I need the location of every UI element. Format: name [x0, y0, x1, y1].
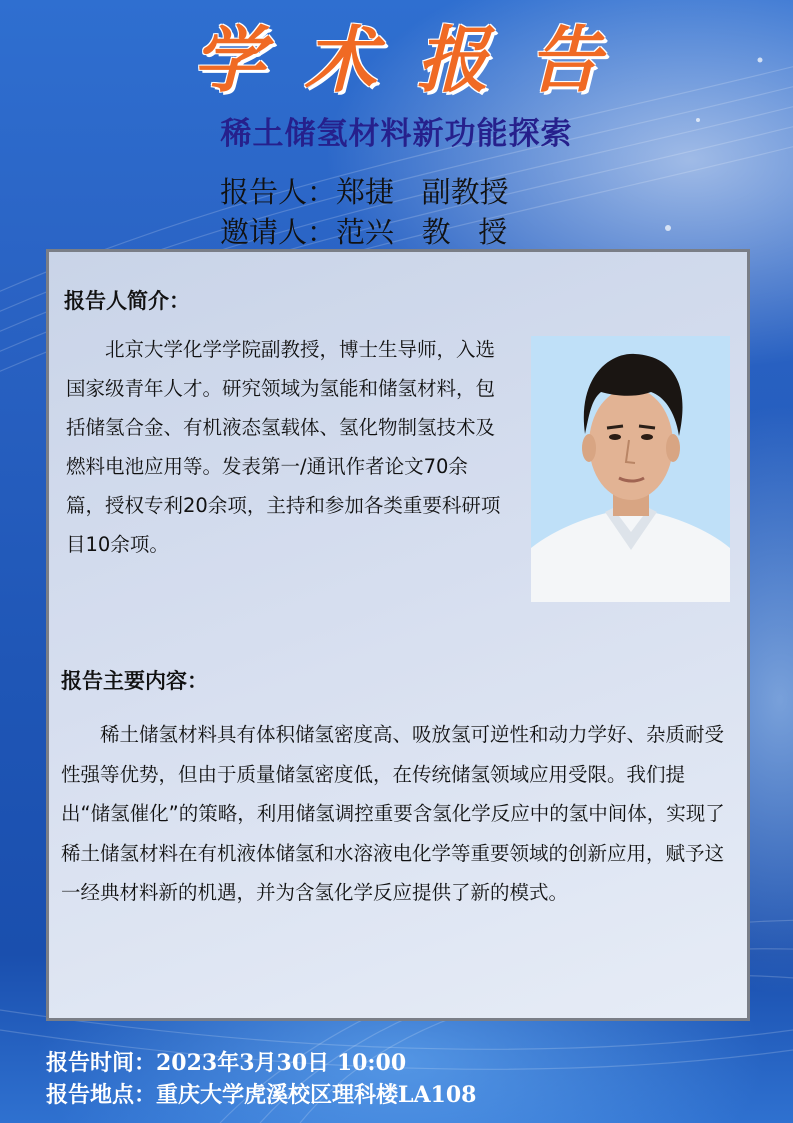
content-text: 稀土储氢材料具有体积储氢密度高、吸放氢可逆性和动力学好、杂质耐受性强等优势，但由于质量储氢密度低，在传统储氢领域应用受限。我们提出“储氢催化”的策略，利用储氢调控重要含氢化学反应中的氢中间体，实现了稀土储氢材料在有机液体储氢和水溶液电化学等重要领域的创新应用，赋予这一经典材料新的机遇，并为含氢化学反应提供了新的模式。 [61, 723, 725, 905]
page-title [0, 8, 793, 100]
content-heading: 报告主要内容： [61, 669, 208, 693]
title-char: 告 [528, 17, 601, 102]
title-char: 学 [192, 17, 265, 102]
bio-heading: 报告人简介： [64, 289, 190, 313]
title-char: 术 [304, 17, 377, 102]
speaker-photo [531, 336, 730, 602]
report-location: 报告地点：重庆大学虎溪校区理科楼LA108 [46, 1082, 477, 1108]
info-panel [46, 249, 750, 1021]
report-subtitle: 稀土储氢材料新功能探索 [220, 116, 573, 152]
title-char: 报 [416, 17, 489, 102]
inviter-line: 邀请人：范兴 教 授 [220, 215, 508, 249]
speaker-line: 报告人：郑捷 副教授 [220, 175, 509, 209]
report-time: 报告时间：2023年3月30日 10:00 [46, 1050, 407, 1076]
bio-text: 北京大学化学学院副教授，博士生导师，入选国家级青年人才。研究领域为氢能和储氢材料，包括储氢合金、有机液态氢载体、氢化物制氢技术及燃料电池应用等。发表第一/通讯作者论文70余篇，授权专利20余项，主持和参加各类重要科研项目10余项。 [66, 338, 501, 556]
